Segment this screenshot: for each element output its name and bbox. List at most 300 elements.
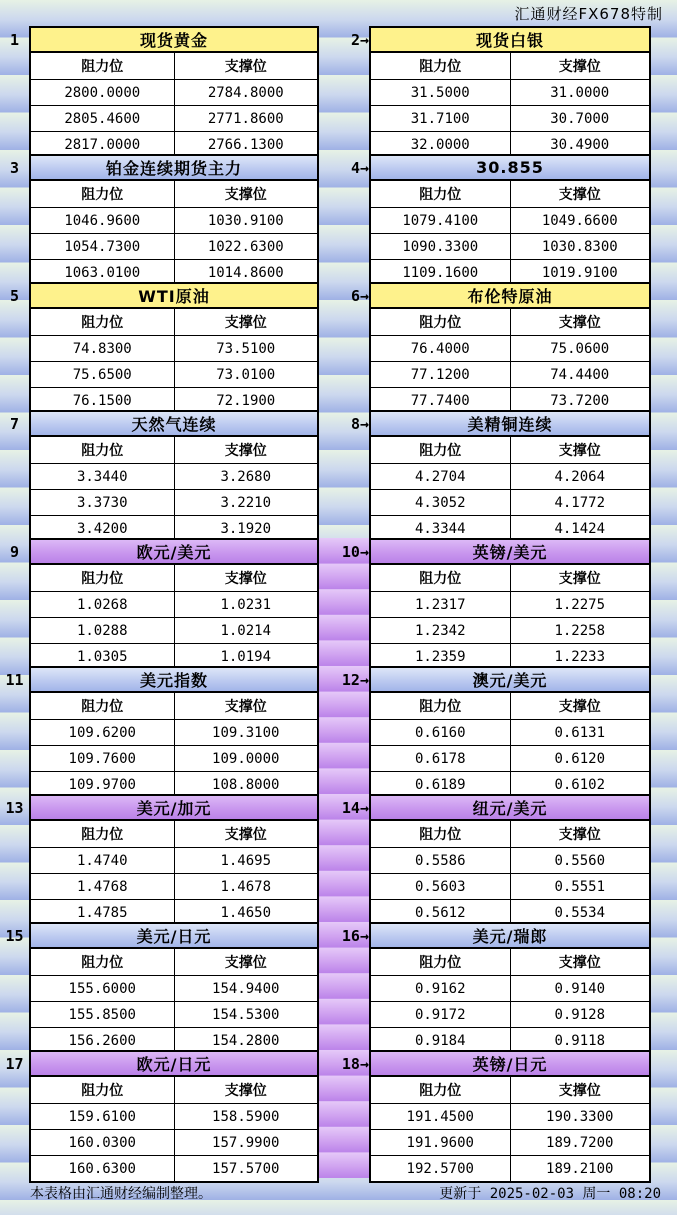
- table-row: [371, 207, 649, 233]
- support-value-cell: 4.1772: [510, 490, 650, 515]
- resistance-value-cell: 155.6000: [68, 980, 136, 997]
- table-number-label: 17: [5, 1054, 24, 1073]
- support-value-cell: 0.9128: [510, 1002, 650, 1027]
- resistance-value-cell: 109.9700: [68, 776, 136, 793]
- levels-table: [369, 154, 651, 282]
- resistance-value-cell: 1046.9600: [64, 212, 141, 229]
- table-row: [31, 233, 317, 259]
- center-gutter: [319, 282, 369, 410]
- left-margin: [0, 154, 29, 282]
- col-header-resistance: 阻力位: [419, 827, 462, 843]
- col-header-resistance: 阻力位: [81, 187, 124, 203]
- table-body: [29, 565, 319, 671]
- table-pair-row: [0, 26, 677, 154]
- table-row: [371, 1129, 649, 1155]
- center-gutter: [319, 666, 369, 794]
- resistance-value-cell: 159.6100: [68, 1108, 136, 1125]
- col-header-support: 支撑位: [510, 693, 650, 719]
- resistance-value-cell: 191.4500: [406, 1108, 474, 1125]
- resistance-value-cell: 0.5586: [414, 852, 466, 869]
- levels-table: [369, 538, 651, 666]
- table-title: 欧元/美元: [29, 538, 319, 565]
- table-header-row: [31, 949, 317, 975]
- col-header-support: 支撑位: [510, 53, 650, 79]
- table-row: [371, 617, 649, 643]
- support-value-cell: 30.4900: [510, 132, 650, 157]
- table-body: [29, 693, 319, 799]
- resistance-value-cell: 0.6189: [414, 776, 466, 793]
- resistance-value-cell: 2805.4600: [64, 110, 141, 127]
- col-header-support: 支撑位: [174, 1077, 318, 1103]
- resistance-value-cell: 109.6200: [68, 724, 136, 741]
- table-number-label: 2→: [350, 30, 369, 49]
- table-row: [31, 79, 317, 105]
- col-header-resistance: 阻力位: [419, 187, 462, 203]
- resistance-value-cell: 1.0305: [76, 648, 128, 665]
- support-value-cell: 189.2100: [510, 1156, 650, 1181]
- support-value-cell: 0.5534: [510, 900, 650, 925]
- table-row: [31, 617, 317, 643]
- table-title: 英镑/日元: [369, 1050, 651, 1077]
- table-row: [371, 79, 649, 105]
- support-value-cell: 190.3300: [510, 1104, 650, 1129]
- col-header-support: 支撑位: [174, 949, 318, 975]
- support-value-cell: 73.7200: [510, 388, 650, 413]
- resistance-value-cell: 0.6178: [414, 750, 466, 767]
- table-row: [31, 1129, 317, 1155]
- resistance-value-cell: 1063.0100: [64, 264, 141, 281]
- support-value-cell: 3.2680: [174, 464, 318, 489]
- resistance-value-cell: 1.2342: [414, 622, 466, 639]
- table-row: [31, 745, 317, 771]
- table-header-row: [371, 437, 649, 463]
- table-title: 美元/加元: [29, 794, 319, 821]
- resistance-value-cell: 4.2704: [414, 468, 466, 485]
- table-pair-row: [0, 154, 677, 282]
- resistance-value-cell: 109.7600: [68, 750, 136, 767]
- support-value-cell: 154.5300: [174, 1002, 318, 1027]
- col-header-support: 支撑位: [174, 565, 318, 591]
- left-margin: [0, 666, 29, 794]
- table-number-label: 6→: [350, 286, 369, 305]
- support-value-cell: 1.4650: [174, 900, 318, 925]
- table-header-row: [31, 309, 317, 335]
- support-value-cell: 189.7200: [510, 1130, 650, 1155]
- table-row: [31, 719, 317, 745]
- resistance-value-cell: 1.4768: [76, 878, 128, 895]
- levels-table: [29, 26, 319, 154]
- table-title: 天然气连续: [29, 410, 319, 437]
- col-header-support: 支撑位: [174, 821, 318, 847]
- resistance-value-cell: 1.4740: [76, 852, 128, 869]
- left-margin: [0, 1050, 29, 1178]
- table-row: [371, 745, 649, 771]
- table-body: [369, 309, 651, 415]
- resistance-value-cell: 1090.3300: [402, 238, 479, 255]
- support-value-cell: 75.0600: [510, 336, 650, 361]
- right-margin: [651, 794, 677, 922]
- table-title: WTI原油: [29, 282, 319, 309]
- table-row: [371, 591, 649, 617]
- center-gutter: [319, 922, 369, 1050]
- table-pair-row: [0, 538, 677, 666]
- table-row: [371, 1103, 649, 1129]
- table-number-label: 16→: [341, 926, 369, 945]
- support-value-cell: 0.6102: [510, 772, 650, 797]
- resistance-value-cell: 0.9184: [414, 1032, 466, 1049]
- table-body: [369, 53, 651, 159]
- table-title: 美精铜连续: [369, 410, 651, 437]
- table-header-row: [371, 309, 649, 335]
- resistance-value-cell: 1.0268: [76, 596, 128, 613]
- resistance-value-cell: 155.8500: [68, 1006, 136, 1023]
- col-header-resistance: 阻力位: [419, 443, 462, 459]
- left-margin: [0, 26, 29, 154]
- tables-grid: [0, 26, 677, 1178]
- center-gutter: [319, 1050, 369, 1178]
- table-header-row: [371, 693, 649, 719]
- support-value-cell: 0.5560: [510, 848, 650, 873]
- table-row: [31, 975, 317, 1001]
- levels-table: [369, 922, 651, 1050]
- table-body: [369, 565, 651, 671]
- resistance-value-cell: 1079.4100: [402, 212, 479, 229]
- table-row: [31, 105, 317, 131]
- resistance-value-cell: 77.7400: [410, 392, 470, 409]
- table-row: [31, 463, 317, 489]
- col-header-resistance: 阻力位: [419, 955, 462, 971]
- support-value-cell: 1.4678: [174, 874, 318, 899]
- table-body: [369, 949, 651, 1055]
- col-header-resistance: 阻力位: [419, 571, 462, 587]
- col-header-support: 支撑位: [174, 53, 318, 79]
- table-title: 美元/日元: [29, 922, 319, 949]
- table-row: [371, 233, 649, 259]
- table-pair-row: [0, 922, 677, 1050]
- table-header-row: [31, 53, 317, 79]
- support-value-cell: 2766.1300: [174, 132, 318, 157]
- resistance-value-cell: 2800.0000: [64, 84, 141, 101]
- levels-table: [369, 282, 651, 410]
- col-header-support: 支撑位: [174, 693, 318, 719]
- table-pair-row: [0, 410, 677, 538]
- table-row: [31, 361, 317, 387]
- table-header-row: [371, 949, 649, 975]
- table-row: [371, 873, 649, 899]
- resistance-value-cell: 3.4200: [76, 520, 128, 537]
- support-value-cell: 1.0194: [174, 644, 318, 669]
- table-number-label: 10→: [341, 542, 369, 561]
- col-header-resistance: 阻力位: [81, 699, 124, 715]
- levels-table: [29, 282, 319, 410]
- col-header-support: 支撑位: [510, 181, 650, 207]
- table-header-row: [31, 437, 317, 463]
- levels-table: [29, 154, 319, 282]
- table-pair-row: [0, 1050, 677, 1178]
- left-margin: [0, 922, 29, 1050]
- levels-table: [29, 538, 319, 666]
- table-title: 欧元/日元: [29, 1050, 319, 1077]
- support-value-cell: 1019.9100: [510, 260, 650, 285]
- support-value-cell: 0.6120: [510, 746, 650, 771]
- left-margin: [0, 282, 29, 410]
- table-number-label: 13: [5, 798, 24, 817]
- table-number-label: 5: [9, 286, 20, 305]
- col-header-support: 支撑位: [510, 309, 650, 335]
- support-value-cell: 72.1900: [174, 388, 318, 413]
- right-margin: [651, 666, 677, 794]
- levels-table: [369, 1050, 651, 1178]
- support-value-cell: 154.2800: [174, 1028, 318, 1053]
- col-header-support: 支撑位: [510, 821, 650, 847]
- resistance-value-cell: 75.6500: [72, 366, 132, 383]
- levels-table: [369, 666, 651, 794]
- resistance-value-cell: 0.5603: [414, 878, 466, 895]
- table-row: [371, 489, 649, 515]
- table-body: [29, 53, 319, 159]
- table-title: 纽元/美元: [369, 794, 651, 821]
- support-value-cell: 1.2275: [510, 592, 650, 617]
- table-row: [31, 1103, 317, 1129]
- col-header-resistance: 阻力位: [81, 827, 124, 843]
- table-body: [369, 821, 651, 927]
- resistance-value-cell: 3.3730: [76, 494, 128, 511]
- resistance-value-cell: 4.3344: [414, 520, 466, 537]
- resistance-value-cell: 1.0288: [76, 622, 128, 639]
- support-value-cell: 4.1424: [510, 516, 650, 541]
- table-header-row: [31, 181, 317, 207]
- table-row: [371, 1001, 649, 1027]
- table-title: 澳元/美元: [369, 666, 651, 693]
- table-header-row: [371, 821, 649, 847]
- support-value-cell: 154.9400: [174, 976, 318, 1001]
- right-margin: [651, 154, 677, 282]
- levels-table: [29, 410, 319, 538]
- resistance-value-cell: 77.1200: [410, 366, 470, 383]
- table-row: [371, 105, 649, 131]
- table-title: 美元指数: [29, 666, 319, 693]
- col-header-resistance: 阻力位: [419, 699, 462, 715]
- resistance-value-cell: 1.2359: [414, 648, 466, 665]
- table-number-label: 14→: [341, 798, 369, 817]
- table-body: [29, 949, 319, 1055]
- table-row: [371, 463, 649, 489]
- support-value-cell: 157.9900: [174, 1130, 318, 1155]
- table-row: [371, 361, 649, 387]
- table-number-label: 18→: [341, 1054, 369, 1073]
- table-title: 布伦特原油: [369, 282, 651, 309]
- col-header-resistance: 阻力位: [81, 1083, 124, 1099]
- table-number-label: 1: [9, 30, 20, 49]
- support-value-cell: 3.2210: [174, 490, 318, 515]
- right-margin: [651, 538, 677, 666]
- resistance-value-cell: 1.2317: [414, 596, 466, 613]
- support-value-cell: 73.0100: [174, 362, 318, 387]
- table-body: [369, 437, 651, 543]
- col-header-resistance: 阻力位: [419, 315, 462, 331]
- support-value-cell: 158.5900: [174, 1104, 318, 1129]
- table-row: [371, 719, 649, 745]
- support-value-cell: 1.2258: [510, 618, 650, 643]
- resistance-value-cell: 3.3440: [76, 468, 128, 485]
- table-header-row: [31, 565, 317, 591]
- table-title: 铂金连续期货主力: [29, 154, 319, 181]
- col-header-resistance: 阻力位: [81, 443, 124, 459]
- table-body: [29, 821, 319, 927]
- support-value-cell: 1.0231: [174, 592, 318, 617]
- table-row: [31, 1001, 317, 1027]
- table-title: 30.855: [369, 154, 651, 181]
- table-number-label: 11: [5, 670, 24, 689]
- table-body: [369, 181, 651, 287]
- levels-table: [29, 666, 319, 794]
- table-row: [31, 207, 317, 233]
- resistance-value-cell: 76.4000: [410, 340, 470, 357]
- support-value-cell: 0.5551: [510, 874, 650, 899]
- table-number-label: 15: [5, 926, 24, 945]
- table-pair-row: [0, 282, 677, 410]
- resistance-value-cell: 0.9162: [414, 980, 466, 997]
- col-header-resistance: 阻力位: [81, 571, 124, 587]
- support-value-cell: 2771.8600: [174, 106, 318, 131]
- table-header-row: [371, 53, 649, 79]
- resistance-value-cell: 1054.7300: [64, 238, 141, 255]
- resistance-value-cell: 160.6300: [68, 1160, 136, 1177]
- col-header-support: 支撑位: [510, 949, 650, 975]
- support-value-cell: 0.9140: [510, 976, 650, 1001]
- support-value-cell: 1022.6300: [174, 234, 318, 259]
- table-body: [29, 437, 319, 543]
- table-body: [29, 181, 319, 287]
- footer-bar: [0, 1178, 677, 1208]
- col-header-support: 支撑位: [510, 1077, 650, 1103]
- brand-text: 汇通财经FX678特制: [514, 4, 663, 23]
- col-header-support: 支撑位: [174, 437, 318, 463]
- table-title: 英镑/美元: [369, 538, 651, 565]
- table-number-label: 9: [9, 542, 20, 561]
- col-header-support: 支撑位: [510, 565, 650, 591]
- support-value-cell: 1.0214: [174, 618, 318, 643]
- center-gutter: [319, 410, 369, 538]
- support-value-cell: 0.9118: [510, 1028, 650, 1053]
- resistance-value-cell: 31.7100: [410, 110, 470, 127]
- table-header-row: [371, 565, 649, 591]
- table-row: [31, 873, 317, 899]
- col-header-support: 支撑位: [174, 181, 318, 207]
- levels-table: [29, 794, 319, 922]
- table-header-row: [31, 821, 317, 847]
- right-margin: [651, 1050, 677, 1178]
- right-margin: [651, 26, 677, 154]
- support-value-cell: 4.2064: [510, 464, 650, 489]
- support-value-cell: 1014.8600: [174, 260, 318, 285]
- support-value-cell: 108.8000: [174, 772, 318, 797]
- support-value-cell: 1030.8300: [510, 234, 650, 259]
- table-number-label: 3: [9, 158, 20, 177]
- col-header-support: 支撑位: [510, 437, 650, 463]
- levels-table: [369, 26, 651, 154]
- left-margin: [0, 410, 29, 538]
- table-row: [371, 335, 649, 361]
- support-value-cell: 31.0000: [510, 80, 650, 105]
- resistance-value-cell: 76.1500: [72, 392, 132, 409]
- levels-table: [369, 794, 651, 922]
- resistance-value-cell: 156.2600: [68, 1032, 136, 1049]
- table-row: [31, 847, 317, 873]
- table-number-label: 12→: [341, 670, 369, 689]
- support-value-cell: 2784.8000: [174, 80, 318, 105]
- col-header-resistance: 阻力位: [81, 315, 124, 331]
- center-gutter: [319, 26, 369, 154]
- table-number-label: 8→: [350, 414, 369, 433]
- support-value-cell: 73.5100: [174, 336, 318, 361]
- support-value-cell: 1.2233: [510, 644, 650, 669]
- table-row: [31, 335, 317, 361]
- resistance-value-cell: 160.0300: [68, 1134, 136, 1151]
- resistance-value-cell: 2817.0000: [64, 136, 141, 153]
- support-value-cell: 0.6131: [510, 720, 650, 745]
- right-margin: [651, 922, 677, 1050]
- center-gutter: [319, 154, 369, 282]
- table-title: 现货白银: [369, 26, 651, 53]
- col-header-resistance: 阻力位: [419, 1083, 462, 1099]
- table-body: [369, 1077, 651, 1183]
- table-row: [31, 489, 317, 515]
- resistance-value-cell: 191.9600: [406, 1134, 474, 1151]
- resistance-value-cell: 0.9172: [414, 1006, 466, 1023]
- table-row: [371, 975, 649, 1001]
- table-header-row: [31, 693, 317, 719]
- levels-table: [29, 922, 319, 1050]
- levels-table: [29, 1050, 319, 1178]
- footer-note: 本表格由汇通财经编制整理。: [30, 1186, 212, 1202]
- table-pair-row: [0, 794, 677, 922]
- resistance-value-cell: 32.0000: [410, 136, 470, 153]
- table-row: [371, 847, 649, 873]
- support-value-cell: 1049.6600: [510, 208, 650, 233]
- left-margin: [0, 794, 29, 922]
- col-header-resistance: 阻力位: [81, 955, 124, 971]
- support-value-cell: 109.3100: [174, 720, 318, 745]
- table-row: [31, 591, 317, 617]
- table-header-row: [371, 1077, 649, 1103]
- center-gutter: [319, 794, 369, 922]
- resistance-value-cell: 31.5000: [410, 84, 470, 101]
- right-margin: [651, 282, 677, 410]
- support-value-cell: 109.0000: [174, 746, 318, 771]
- resistance-value-cell: 192.5700: [406, 1160, 474, 1177]
- levels-table: [369, 410, 651, 538]
- left-margin: [0, 538, 29, 666]
- resistance-value-cell: 74.8300: [72, 340, 132, 357]
- resistance-value-cell: 0.5612: [414, 904, 466, 921]
- support-value-cell: 3.1920: [174, 516, 318, 541]
- support-value-cell: 1030.9100: [174, 208, 318, 233]
- resistance-value-cell: 0.6160: [414, 724, 466, 741]
- support-value-cell: 1.4695: [174, 848, 318, 873]
- col-header-resistance: 阻力位: [81, 59, 124, 75]
- support-value-cell: 74.4400: [510, 362, 650, 387]
- top-bar: [0, 0, 677, 26]
- table-title: 现货黄金: [29, 26, 319, 53]
- table-header-row: [371, 181, 649, 207]
- col-header-resistance: 阻力位: [419, 59, 462, 75]
- footer-updated: 更新于 2025-02-03 周一 08:20: [439, 1186, 661, 1202]
- table-header-row: [31, 1077, 317, 1103]
- table-body: [29, 1077, 319, 1183]
- support-value-cell: 30.7000: [510, 106, 650, 131]
- resistance-value-cell: 1109.1600: [402, 264, 479, 281]
